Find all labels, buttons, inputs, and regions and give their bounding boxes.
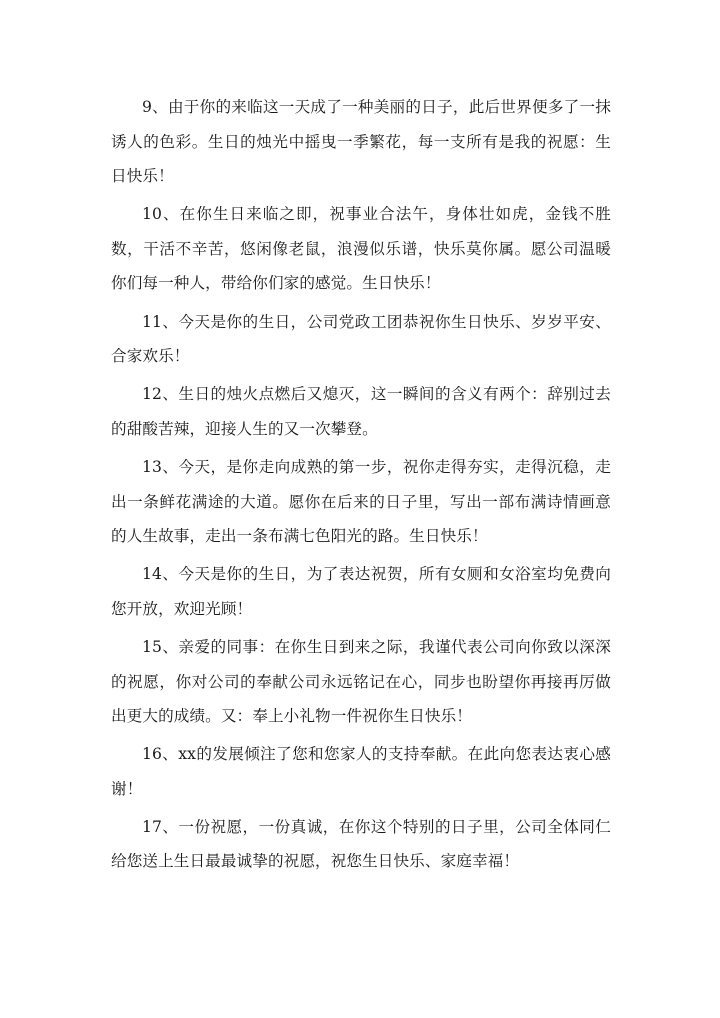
paragraph-13: 13、今天，是你走向成熟的第一步，祝你走得夯实，走得沉稳，走出一条鲜花满途的大道。愿你在后来的日子里，写出一部布满诗情画意的人生故事，走出一条布满七色阳光的路。生日快乐！ xyxy=(111,457,611,546)
paragraph-16: 16、xx的发展倾注了您和您家人的支持奉献。在此向您表达衷心感谢！ xyxy=(111,745,611,798)
document-body xyxy=(111,90,611,883)
paragraph-11: 11、今天是你的生日，公司党政工团恭祝你生日快乐、岁岁平安、合家欢乐！ xyxy=(111,312,611,366)
paragraph-9: 9、由于你的来临这一天成了一种美丽的日子，此后世界便多了一抹诱人的色彩。生日的烛光中摇曳一季繁花，每一支所有是我的祝愿：生日快乐！ xyxy=(111,98,611,186)
paragraph-17: 17、一份祝愿，一份真诚，在你这个特别的日子里，公司全体同仁给您送上生日最最诚挚的祝愿，祝您生日快乐、家庭幸福！ xyxy=(111,817,611,871)
paragraph-15: 15、亲爱的同事：在你生日到来之际，我谨代表公司向你致以深深的祝愿，你对公司的奉献公司永远铭记在心，同步也盼望你再接再厉做出更大的成绩。又：奉上小礼物一件祝你生日快乐！ xyxy=(111,637,611,726)
paragraph-10: 10、在你生日来临之即，祝事业合法午，身体壮如虎，金钱不胜数，干活不辛苦，悠闲像老鼠，浪漫似乐谱，快乐莫你属。愿公司温暖你们每一种人，带给你们家的感觉。生日快乐！ xyxy=(111,205,611,293)
paragraph-12: 12、生日的烛火点燃后又熄灭，这一瞬间的含义有两个：辞别过去的甜酸苦辣，迎接人生的又一次攀登。 xyxy=(111,385,611,438)
paragraph-14: 14、今天是你的生日，为了表达祝贺，所有女厕和女浴室均免费向您开放，欢迎光顾！ xyxy=(111,565,611,618)
